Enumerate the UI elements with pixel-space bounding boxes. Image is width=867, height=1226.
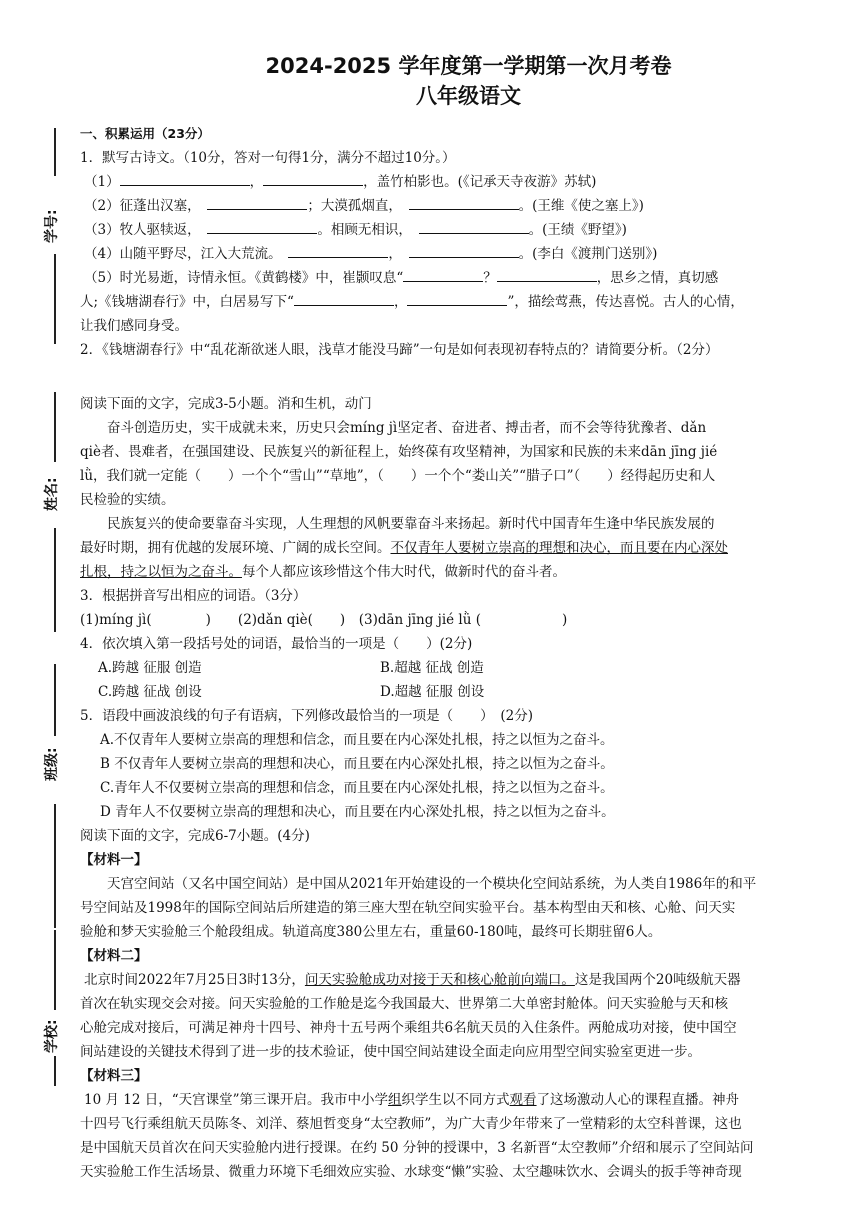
margin-line [54,254,56,344]
question-3-stem: 3．根据拼音写出相应的词语。（3分） [80,588,307,604]
item-text: ；大漠孤烟直， [307,198,396,214]
wavy-sentence: 不仅青年人要树立崇高的理想和决心，而且要在内心深处 [390,540,728,556]
student-name-label: 姓名: [44,477,60,511]
para-text: 这是我国两个20吨级航天器 [574,972,741,988]
material-3-text: 天实验舱工作生活场景、微重力环境下毛细效应实验、水球变“懒”实验、太空趣味饮水、会调头的扳手等神奇现 [80,1164,742,1180]
question-4-stem: 4．依次填入第一段括号处的词语，最恰当的一项是（ ）(2分) [80,636,473,652]
answer-space[interactable] [80,362,795,392]
question-1-stem: 1．默写古诗文。（10分，答对一句得1分，满分不超过10分。） [80,150,456,166]
wavy-sentence: 扎根，持之以恒为之奋斗。 [80,564,242,580]
exam-title: 2024-2025 学年度第一学期第一次月考卷 [265,54,672,78]
question-1-item-5-end: 让我们感同身受。 [80,318,188,334]
margin-line [54,664,56,736]
underlined-word: 组 [388,1092,402,1108]
material-1-text: 号空间站及1998年的国际空间站后所建造的第三座大型在轨空间实验平台。基本构型由天和核、心舱、问天实 [80,900,736,916]
section-heading: 一、积累运用（23分） [80,126,210,141]
answer-blank[interactable] [409,194,519,210]
question-1-item-3 [80,218,795,242]
reading-1-para-2 [80,560,795,584]
exam-content [80,122,795,1184]
answer-blank[interactable] [294,290,394,306]
question-1-item-5-cont [80,290,795,314]
margin-line [54,1056,56,1086]
material-2-title: 【材料二】 [80,948,148,964]
item-text: （1） [84,174,120,190]
material-3-title: 【材料三】 [80,1068,148,1084]
item-text: ， [393,294,408,310]
para-text: 北京时间2022年7月25日3时13分， [84,972,305,988]
answer-blank[interactable] [288,242,388,258]
answer-blank[interactable] [207,218,317,234]
item-text: （2）征蓬出汉塞， [84,198,194,214]
item-text: 。(王维《使之塞上》) [518,198,644,214]
item-text: （3）牧人驱犊返， [84,222,194,238]
option-a[interactable]: A.不仅青年人要树立崇高的理想和信念，而且要在内心深处扎根，持之以恒为之奋斗。 [100,732,614,748]
item-text: （5）时光易逝，诗情永恒。《黄鹤楼》中，崔颢叹息“ [84,270,404,286]
margin-line [54,128,56,176]
reading-1-para-1: 民检验的实绩。 [80,492,175,508]
margin-line [54,930,56,1010]
material-1-title: 【材料一】 [80,852,148,868]
question-4-options [80,680,795,704]
margin-line [54,392,56,462]
reading-1-para-2: 民族复兴的使命要靠奋斗实现，人生理想的风帆要靠奋斗来扬起。新时代中国青年生逢中华民族发展的 [107,516,715,532]
item-text: 。(王绩《野望》) [528,222,627,238]
item-text: ， [249,174,264,190]
para-text: 10 月 12 日，“天宫课堂”第三课开启。我市中小学 [84,1092,389,1108]
item-text: ，思乡之情，真切感 [596,270,719,286]
answer-blank[interactable] [403,266,483,282]
question-1-item-1 [80,170,795,194]
question-1-item-5 [80,266,795,290]
para-text: 最好时期，拥有优越的发展环境、广阔的成长空间。 [80,540,391,556]
material-3-text [80,1088,795,1112]
option-c[interactable]: C.跨越 征战 创设 [98,684,202,700]
answer-blank[interactable] [407,290,507,306]
question-1-item-2 [80,194,795,218]
option-b[interactable]: B.超越 征战 创造 [380,660,484,676]
answer-blank[interactable] [207,194,307,210]
q3-item: (3)dān jīng jié lǜ ( ) [358,612,568,628]
answer-blank[interactable] [120,170,250,186]
question-5-stem: 5．语段中画波浪线的句子有语病，下列修改最恰当的一项是（ ） (2分) [80,708,533,724]
question-3-items [80,608,795,632]
para-text: 每个人都应该珍惜这个伟大时代，做新时代的奋斗者。 [242,564,566,580]
underlined-sentence: 问天实验舱成功对接于天和核心舱前向端口。 [304,972,575,988]
answer-blank[interactable] [497,266,597,282]
answer-blank[interactable] [409,242,519,258]
reading-1-para-1: 奋斗创造历史，实干成就未来，历史只会míng jì坚定者、奋进者、搏击者，而不会等待犹豫者、dǎn [107,420,707,436]
item-text: （4）山随平野尽，江入大荒流。 [84,246,275,262]
answer-blank[interactable] [263,170,363,186]
item-text: ， [388,246,396,262]
reading-1-intro: 阅读下面的文字，完成3-5小题。消和生机，动门 [80,396,372,412]
material-2-text: 间站建设的关键技术得到了进一步的技术验证，使中国空间站建设全面走向应用型空间实验室更进一步。 [80,1044,701,1060]
reading-1-para-1: qiè者、畏难者，在强国建设、民族复兴的新征程上，始终葆有攻坚精神，为国家和民族的未来dān jīng jié [80,444,718,460]
q3-item: (1)míng jì( ) [80,612,211,628]
option-d[interactable]: D 青年人不仅要树立崇高的理想和决心，而且要在内心深处扎根，持之以恒为之奋斗。 [100,804,615,820]
option-c[interactable]: C.青年人不仅要树立崇高的理想和信念，而且要在内心深处扎根，持之以恒为之奋斗。 [100,780,614,796]
school-label: 学校: [44,1019,60,1053]
option-d[interactable]: D.超越 征服 创设 [380,684,485,700]
reading-2-intro: 阅读下面的文字，完成6-7小题。(4分) [80,828,310,844]
material-2-text: 心舱完成对接后，可满足神舟十四号、神舟十五号两个乘组共6名航天员的入住条件。两舱成功对接，使中国空 [80,1020,737,1036]
reading-1-para-2 [80,536,795,560]
para-text: 了这场激动人心的课程直播。神舟 [536,1092,740,1108]
item-text: 。相顾无相识， [317,222,406,238]
question-1-item-4 [80,242,795,266]
material-1-text: 验舱和梦天实验舱三个舱段组成。轨道高度380公里左右，重量60-180吨，最终可长期驻留6人。 [80,924,662,940]
margin-line [54,804,56,928]
item-text: 人;《钱塘湖春行》中，白居易写下“ [80,294,294,310]
margin-line [54,528,56,632]
material-3-text: 是中国航天员首次在问天实验舱内进行授课。在约 50 分钟的授课中，3 名新晋“太空教师”介绍和展示了空间站问 [80,1140,754,1156]
answer-blank[interactable] [419,218,529,234]
option-a[interactable]: A.跨越 征服 创造 [98,660,202,676]
material-2-text [80,968,795,992]
item-text: ？ [483,270,497,286]
material-2-text: 首次在轨实现交会对接。问天实验舱的工作舱是迄今我国最大、世界第二大单密封舱体。问天实验舱与天和核 [80,996,728,1012]
material-3-text: 十四号飞行乘组航天员陈冬、刘洋、蔡旭哲变身“太空教师”，为广大青少年带来了一堂精彩的太空科普课，这也 [80,1116,742,1132]
question-2: 2．《钱塘湖春行》中“乱花渐欲迷人眼，浅草才能没马蹄”一句是如何表现初春特点的？请简要分析。（2分） [80,342,719,358]
item-text: 。(李白《渡荆门送别》) [518,246,658,262]
item-text: ，盖竹柏影也。(《记承天寺夜游》苏轼) [363,174,597,190]
class-label: 班级: [44,747,60,781]
item-text: ”，描绘莺燕，传达喜悦。古人的心情， [507,294,744,310]
question-4-options [80,656,795,680]
underlined-word: 观看 [509,1092,537,1108]
material-1-text: 天宫空间站（又名中国空间站）是中国从2021年开始建设的一个模块化空间站系统，为人类自1986年的和平 [107,876,757,892]
exam-subtitle: 八年级语文 [416,84,521,108]
option-b[interactable]: B 不仅青年人要树立崇高的理想和决心，而且要在内心深处扎根，持之以恒为之奋斗。 [100,756,614,772]
q3-item: (2)dǎn qiè( ) [237,612,346,628]
reading-1-para-1: lǜ，我们就一定能（ ）一个个“雪山”“草地”，（ ）一个个“娄山关”“腊子口”（ ）经得起历史和人 [80,468,716,484]
para-text: 织学生以不同方式 [401,1092,510,1108]
student-number-label: 学号: [44,209,60,243]
